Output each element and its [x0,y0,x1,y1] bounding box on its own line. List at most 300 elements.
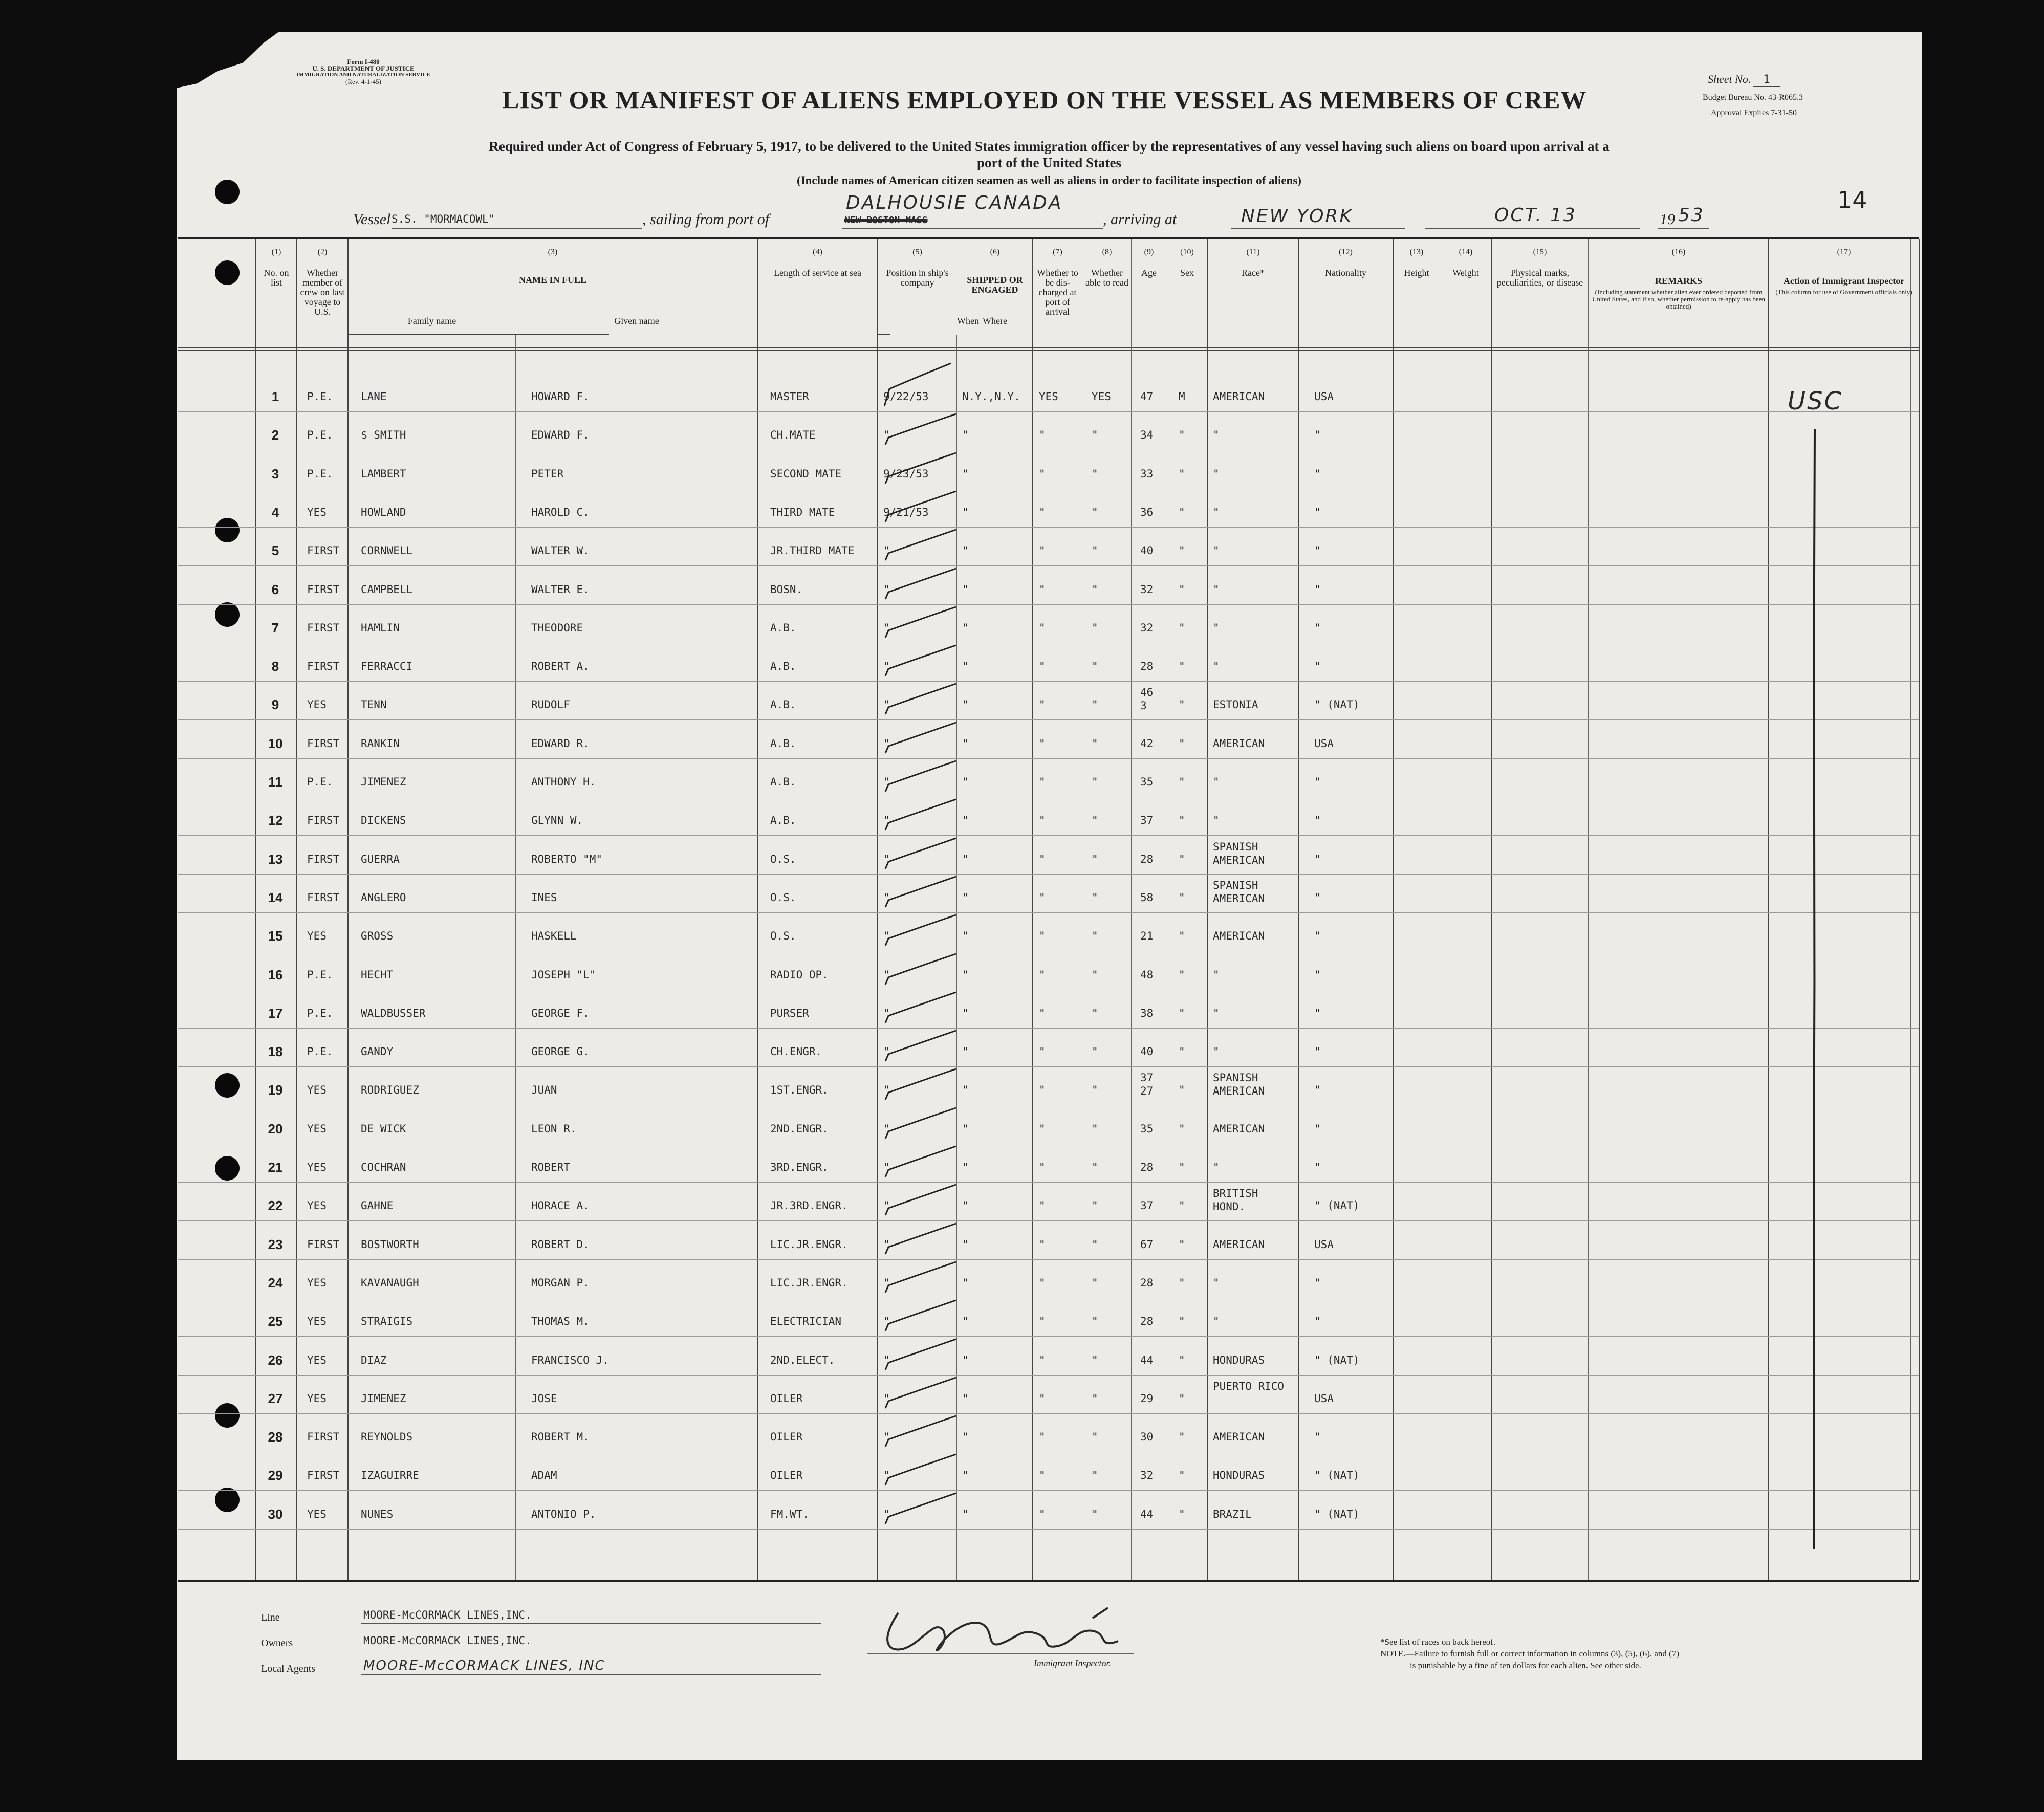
cell-position: THIRD MATE [770,506,835,518]
footnote-penalty-2: is punishable by a fine of ten dollars for each alien. See other side. [1410,1661,1641,1670]
cell-disch: " [1039,814,1046,827]
cell-race: AMERICAN [1213,390,1265,403]
cell-when: " [883,544,890,557]
cell-last: P.E. [307,1045,333,1058]
column-header: Action of Immigrant Inspector [1783,276,1905,286]
column-rule [1491,239,1492,1580]
cell-nat: " [1314,1276,1321,1289]
cell-where: " [962,1199,969,1212]
column-header: Whether able to read [1085,268,1128,288]
cell-position: LIC.JR.ENGR. [770,1238,848,1251]
cell-nat: " [1314,544,1321,557]
row-rule [178,1413,1919,1414]
cell-given: JOSE [531,1392,557,1405]
check-stroke [884,563,961,604]
check-stroke [884,1103,961,1144]
cell-position: OILER [770,1431,803,1444]
row-rule [178,411,1919,412]
cell-disch: " [1039,968,1046,981]
column-number: (9) [1144,248,1154,256]
check-stroke [884,602,961,643]
cell-where: " [962,1238,969,1251]
cell-read: " [1092,1431,1098,1444]
subtitle-line-3: (Include names of American citizen seamen as well as aliens in order to facilitate inspection of aliens) [797,174,1301,187]
cell-family: BOSTWORTH [361,1238,419,1251]
cell-last: YES [307,506,327,518]
row-number: 11 [268,774,282,790]
row-number: 13 [268,851,283,867]
row-number: 15 [268,928,283,944]
arrival-date: OCT. 13 [1494,205,1577,226]
row-rule [178,835,1919,836]
cell-last: FIRST [307,583,340,596]
column-number: (12) [1339,248,1353,256]
row-rule [178,1259,1919,1260]
row-number: 5 [271,543,279,559]
cell-nat: USA [1314,1238,1334,1251]
header-subrule [348,334,609,335]
row-number: 4 [271,504,279,520]
cell-when: 9/23/53 [883,467,929,480]
cell-last: P.E. [307,776,333,788]
cell-disch: " [1039,1431,1046,1444]
cell-given: THOMAS M. [531,1315,590,1328]
cell-race: " [1213,1007,1220,1019]
cell-sex: " [1179,1315,1185,1328]
cell-age: 29 [1140,1392,1154,1405]
cell-disch: " [1039,1353,1046,1366]
arriving-port: NEW YORK [1241,206,1354,227]
check-stroke [884,1372,961,1413]
cell-given: GEORGE F. [531,1007,590,1019]
approval-expiry: Approval Expires 7-31-50 [1711,108,1797,117]
row-number: 27 [268,1390,283,1406]
cell-position: CH.ENGR. [770,1045,822,1058]
check-stroke [884,1180,961,1220]
cell-where: " [962,1469,969,1482]
column-number: (17) [1837,248,1851,256]
cell-family: JIMENEZ [361,776,406,788]
cell-where: " [962,1007,969,1019]
cell-disch: " [1039,1199,1046,1212]
row-rule [178,1182,1919,1183]
cell-race: " [1213,814,1220,827]
cell-age: 40 [1140,1045,1154,1058]
line-underline [361,1623,821,1624]
cell-family: GUERRA [361,853,400,865]
column-rule [1588,239,1589,1580]
column-number: (3) [548,248,558,256]
cell-position: A.B. [770,621,796,634]
cell-read: " [1092,814,1098,827]
row-number: 10 [268,735,283,751]
check-stroke [884,1064,961,1105]
cell-given: EDWARD F. [531,429,590,442]
cell-nat: " [1314,1045,1321,1058]
vessel-underline [392,228,642,229]
cell-age: 28 [1140,1276,1154,1289]
vessel-label: Vessel [353,211,391,228]
cell-disch: " [1039,930,1046,943]
sheet-number: 1 [1753,73,1780,87]
inspector-label: Immigrant Inspector. [1034,1658,1111,1668]
cell-family: JIMENEZ [361,1392,406,1405]
column-rule [347,239,349,1580]
cell-sex: " [1179,621,1185,634]
cell-nat: USA [1314,737,1334,750]
column-number: (1) [271,248,281,256]
cell-last: YES [307,1161,327,1173]
cell-race: PUERTO RICO [1213,1380,1285,1392]
cell-given: EDWARD R. [531,737,590,750]
row-rule [178,1375,1919,1376]
cell-last: YES [307,1315,327,1328]
cell-when: " [883,968,890,981]
header-bottom-rule [178,347,1919,348]
cell-age: 40 [1140,544,1154,557]
cell-position: O.S. [770,891,796,904]
cell-position: JR.3RD.ENGR. [770,1199,848,1212]
year-prefix: 19 [1660,211,1675,228]
column-rule [1919,239,1920,1580]
cell-nat: " [1314,660,1321,673]
cell-when: 9/21/53 [883,506,929,518]
cell-race: " [1213,621,1220,634]
cell-last: FIRST [307,814,340,827]
cell-when: " [883,1045,890,1058]
owners-label: Owners [261,1638,293,1649]
cell-given: HAROLD C. [531,506,590,518]
column-header: Nationality [1325,268,1366,278]
column-header: Physical marks, peculiarities, or disease [1496,268,1583,288]
check-stroke [884,1411,961,1452]
cell-age: 48 [1140,968,1154,981]
cell-given: ROBERT M. [531,1431,590,1444]
cell-age: 28 [1140,660,1154,673]
cell-disch: " [1039,1238,1046,1251]
cell-when: " [883,1161,890,1173]
cell-read: " [1092,698,1098,711]
column-number: (15) [1533,248,1547,256]
cell-race: BRAZIL [1213,1508,1252,1520]
check-stroke [884,910,961,951]
check-stroke [884,794,961,835]
footnote-penalty-1: NOTE.—Failure to furnish full or correct information in columns (3), (5), (6), and (7) [1380,1649,1679,1658]
cell-last: YES [307,1199,327,1212]
column-header: Whether member of crew on last voyage to U.S. [300,268,345,317]
cell-age: 32 [1140,621,1154,634]
column-number: (6) [990,248,1000,256]
cell-sex: " [1179,776,1185,788]
cell-sex: " [1179,544,1185,557]
cell-last: YES [307,1392,327,1405]
cell-family: HECHT [361,968,394,981]
cell-disch: " [1039,1161,1046,1173]
cell-where: " [962,814,969,827]
cell-family: RANKIN [361,737,400,750]
column-rule [1910,239,1911,1580]
column-rule [877,239,878,1580]
column-number: (8) [1102,248,1112,256]
cell-age: 32 [1140,1469,1154,1482]
cell-disch: " [1039,583,1046,596]
cell-disch: " [1039,776,1046,788]
cell-nat: " [1314,467,1321,480]
column-rule [515,335,516,1580]
cell-sex: " [1179,1238,1185,1251]
cell-last: FIRST [307,621,340,634]
cell-race: SPANISH AMERICAN [1213,879,1265,905]
cell-given: ROBERTO "M" [531,853,603,865]
row-number: 3 [271,466,279,482]
cell-nat: " [1314,853,1321,865]
cell-sex: " [1179,853,1185,865]
cell-race: " [1213,506,1220,518]
struck-port: NEW BOSTON MASS [844,215,928,226]
cell-nat: " (NAT) [1314,1508,1360,1520]
cell-nat: " [1314,506,1321,518]
cell-sex: " [1179,1276,1185,1289]
revision: (Rev. 4-1-45) [345,78,381,85]
cell-position: RADIO OP. [770,968,829,981]
document-title: LIST OR MANIFEST OF ALIENS EMPLOYED ON THE VESSEL AS MEMBERS OF CREW [502,85,1587,114]
cell-family: $ SMITH [361,429,406,442]
column-number: (7) [1053,248,1062,256]
cell-age: 58 [1140,891,1154,904]
row-number: 9 [271,697,279,713]
row-number: 2 [271,427,279,443]
row-number: 24 [268,1275,283,1291]
check-stroke [884,640,961,681]
cell-position: 2ND.ENGR. [770,1122,829,1135]
vessel-name: S.S. "MORMACOWL" [392,213,495,225]
cell-last: YES [307,1508,327,1520]
cell-disch: " [1039,1508,1046,1520]
row-number: 12 [268,813,283,828]
cell-disch: " [1039,621,1046,634]
cell-when: " [883,621,890,634]
cell-read: " [1092,1045,1098,1058]
cell-race: " [1213,1276,1220,1289]
cell-sex: " [1179,583,1185,596]
cell-where: " [962,853,969,865]
check-stroke [884,1141,961,1182]
cell-sex: " [1179,660,1185,673]
arriving-label: , arriving at [1103,211,1177,228]
column-rule [1032,239,1033,1580]
date-underline [1425,228,1640,229]
check-stroke [884,1218,961,1259]
check-stroke [884,409,961,450]
cell-position: SECOND MATE [770,467,842,480]
check-stroke [884,871,961,912]
cell-read: " [1092,467,1098,480]
cell-when: " [883,1431,890,1444]
check-stroke [884,756,961,797]
cell-nat: " [1314,891,1321,904]
cell-where: " [962,467,969,480]
cell-position: 2ND.ELECT. [770,1353,835,1366]
cell-when: " [883,891,890,904]
cell-age: 35 [1140,1122,1154,1135]
cell-sex: " [1179,737,1185,750]
cell-sex: " [1179,1007,1185,1019]
cell-given: GLYNN W. [531,814,583,827]
cell-age: 34 [1140,429,1154,442]
form-number: Form I-480 [347,58,380,66]
cell-when: " [883,583,890,596]
cell-when: " [883,1353,890,1366]
cell-disch: " [1039,1084,1046,1097]
cell-last: YES [307,1122,327,1135]
budget-bureau: Budget Bureau No. 43-R065.3 [1703,93,1803,102]
cell-where: " [962,698,969,711]
cell-when: " [883,1238,890,1251]
cell-age: 46 3 [1140,686,1154,712]
cell-sex: " [1179,1469,1185,1482]
cell-sex: " [1179,506,1185,518]
row-rule [178,604,1919,605]
cell-last: P.E. [307,968,333,981]
cell-disch: " [1039,698,1046,711]
cell-position: 1ST.ENGR. [770,1084,829,1097]
header-bottom-rule [178,350,1919,351]
cell-given: INES [531,891,557,904]
cell-race: AMERICAN [1213,1122,1265,1135]
row-number: 28 [268,1429,283,1445]
cell-position: OILER [770,1469,803,1482]
cell-last: FIRST [307,1238,340,1251]
arriving-underline [1231,228,1405,229]
cell-position: MASTER [770,390,809,403]
cell-nat: " [1314,621,1321,634]
column-header: REMARKS [1655,276,1702,286]
year-underline [1658,228,1709,229]
row-number: 1 [271,389,279,404]
cell-last: P.E. [307,1007,333,1019]
cell-read: " [1092,1508,1098,1520]
cell-sex: " [1179,1161,1185,1173]
cell-age: 35 [1140,776,1154,788]
cell-when: " [883,1084,890,1097]
cell-family: TENN [361,698,387,711]
row-number: 20 [268,1121,283,1137]
cell-read: " [1092,1122,1098,1135]
cell-where: " [962,544,969,557]
cell-read: " [1092,737,1098,750]
cell-family: NUNES [361,1508,394,1520]
cell-position: 3RD.ENGR. [770,1161,829,1173]
inspector-continuation-line [1811,429,1821,1555]
cell-read: " [1092,429,1098,442]
cell-race: " [1213,1315,1220,1328]
cell-where: " [962,506,969,518]
column-number: (5) [912,248,922,256]
cell-disch: " [1039,1276,1046,1289]
cell-when: " [883,814,890,827]
cell-race: " [1213,1161,1220,1173]
cell-nat: " [1314,1161,1321,1173]
column-header: Height [1404,268,1429,278]
cell-disch: " [1039,467,1046,480]
cell-race: HONDURAS [1213,1353,1265,1366]
cell-when: 9/22/53 [883,390,929,403]
row-number: 26 [268,1352,283,1368]
cell-read: " [1092,506,1098,518]
cell-nat: " [1314,583,1321,596]
cell-family: DIAZ [361,1353,387,1366]
cell-last: FIRST [307,737,340,750]
cell-nat: " [1314,814,1321,827]
cell-nat: " [1314,1315,1321,1328]
column-subheader: Family name [407,316,456,326]
column-header-note: (Including statement whether alien ever ordered deported from United States, and if so, whether permission to re-apply has been obtained) [1592,288,1765,310]
cell-read: " [1092,1469,1098,1482]
column-number: (2) [317,248,328,256]
department: U. S. DEPARTMENT OF JUSTICE [312,64,415,72]
cell-family: IZAGUIRRE [361,1469,419,1482]
row-rule [178,1066,1919,1067]
cell-position: A.B. [770,660,796,673]
row-rule [178,681,1919,682]
cell-read: " [1092,1084,1098,1097]
cell-where: " [962,737,969,750]
cell-family: CORNWELL [361,544,413,557]
cell-race: " [1213,660,1220,673]
sheet-number-block [1708,73,1780,86]
cell-family: STRAIGIS [361,1315,413,1328]
cell-family: FERRACCI [361,660,413,673]
cell-given: HOWARD F. [531,390,590,403]
cell-age: 67 [1140,1238,1154,1251]
cell-sex: " [1179,1508,1185,1520]
cell-given: HORACE A. [531,1199,590,1212]
sailing-label: , sailing from port of [642,211,770,228]
cell-family: COCHRAN [361,1161,406,1173]
cell-age: 33 [1140,467,1154,480]
cell-given: LEON R. [531,1122,577,1135]
check-stroke [884,833,961,874]
cell-last: YES [307,1353,327,1366]
row-number: 8 [271,659,279,674]
cell-where: " [962,660,969,673]
cell-age: 44 [1140,1508,1154,1520]
cell-when: " [883,1508,890,1520]
cell-sex: " [1179,1045,1185,1058]
cell-sex: " [1179,1431,1185,1444]
row-rule [178,874,1919,875]
cell-position: A.B. [770,814,796,827]
cell-nat: " [1314,930,1321,943]
check-stroke [884,1449,961,1490]
service: IMMIGRATION AND NATURALIZATION SERVICE [296,72,430,78]
cell-position: A.B. [770,776,796,788]
cell-sex: " [1179,467,1185,480]
cell-race: " [1213,467,1220,480]
cell-nat: " [1314,1084,1321,1097]
inspector-mark: USC [1788,387,1843,416]
cell-given: ROBERT D. [531,1238,590,1251]
cell-disch: " [1039,1469,1046,1482]
cell-sex: " [1179,429,1185,442]
footnote-races: *See list of races on back hereof. [1380,1637,1496,1647]
cell-sex: " [1179,1122,1185,1135]
subtitle-line-1: Required under Act of Congress of February 5, 1917, to be delivered to the United States immigration officer by the representatives of any vessel having such aliens on board upon arrival at a [489,139,1610,154]
check-stroke [884,717,961,758]
cell-race: HONDURAS [1213,1469,1265,1482]
cell-position: PURSER [770,1007,809,1019]
column-header: Length of service at sea [774,268,861,278]
